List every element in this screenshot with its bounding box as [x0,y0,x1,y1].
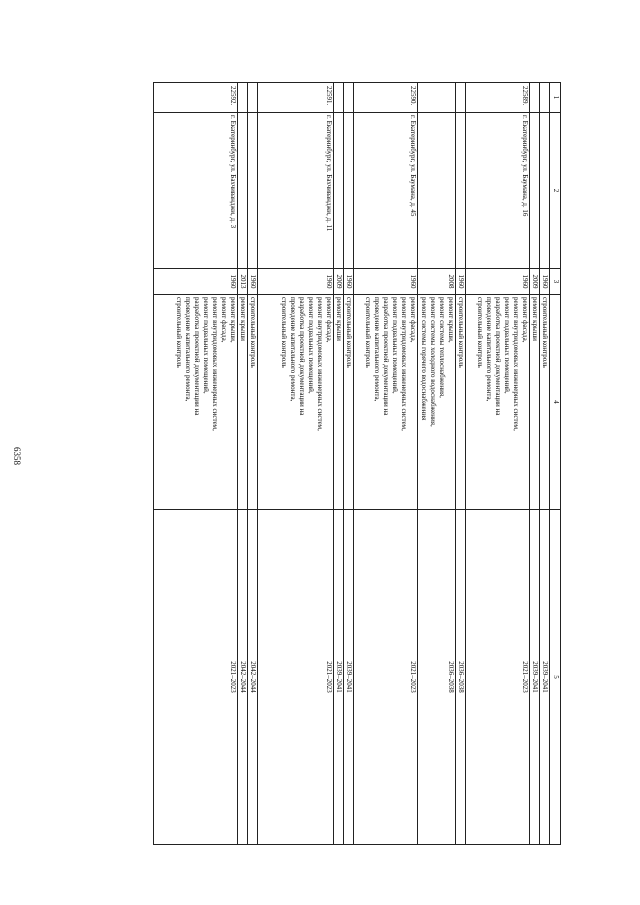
table-row [530,83,540,845]
work-type-line: проведение капитального ремонта, [485,297,493,402]
table-row [466,83,530,845]
address-cell: г. Екатеринбург, ул. Баумана, д. 16 [466,113,530,269]
row-number-cell [456,83,466,113]
work-type-line: ремонт системы холодного водоснабжения, [429,297,437,427]
row-number-cell [530,83,540,113]
work-type-line: строительный контроль [175,297,183,368]
table-row [540,83,550,845]
work-type-line: ремонт крыши [239,297,247,341]
header-row [550,83,561,845]
work-types-cell [258,295,334,510]
table-row [154,83,238,845]
work-types-cell [466,295,530,510]
header-col-2: 2 [550,113,561,269]
work-type-line: строительный контроль [345,297,353,368]
year-cell: 2008 [418,269,456,295]
work-type-line: строительный контроль [476,297,484,368]
address-cell [334,113,344,269]
work-type-line: ремонт подвальных помещений, [307,297,315,394]
period-cell: 2039–2041 [344,510,354,845]
period-cell: 2039–2041 [540,510,550,845]
work-type-line: разработка проектной документации на [193,297,201,416]
work-type-line: ремонт внутридомовых инженерных систем, [400,297,408,431]
work-type-line: ремонт фасада, [409,297,417,343]
year-cell: 1960 [258,269,334,295]
work-type-line: ремонт системы теплоснабжения, [438,297,446,398]
header-col-3: 3 [550,269,561,295]
work-type-line: строительный контроль [364,297,372,368]
year-cell: 2013 [238,269,248,295]
work-types-cell [354,295,418,510]
address-cell [248,113,258,269]
work-types-cell [456,295,466,510]
header-col-4: 4 [550,295,561,510]
work-type-line: ремонт подвальных помещений, [503,297,511,394]
work-types-cell [540,295,550,510]
year-cell: 1960 [344,269,354,295]
table-row [258,83,334,845]
year-cell: 1960 [466,269,530,295]
work-type-line: проведение капитального ремонта, [373,297,381,402]
work-type-line: ремонт крыши, [447,297,455,343]
table-row [418,83,456,845]
work-type-line: ремонт внутридомовых инженерных систем, [211,297,219,431]
year-cell: 1960 [540,269,550,295]
work-type-line: ремонт фасада, [220,297,228,343]
repair-schedule-table [153,82,561,845]
period-cell: 2021–2023 [354,510,418,845]
work-type-line: ремонт внутридомовых инженерных систем, [316,297,324,431]
work-type-line: разработка проектной документации на [382,297,390,416]
period-cell: 2036–2038 [418,510,456,845]
period-cell: 2036–2038 [456,510,466,845]
period-cell: 2039–2041 [334,510,344,845]
address-cell [456,113,466,269]
table-row [238,83,248,845]
row-number-cell [344,83,354,113]
period-cell: 2042–2044 [248,510,258,845]
row-number-cell [238,83,248,113]
address-cell [540,113,550,269]
work-type-line: ремонт фасада, [325,297,333,343]
address-cell: г. Екатеринбург, ул. Баумана, д. 45 [354,113,418,269]
table-row [344,83,354,845]
work-type-line: ремонт подвальных помещений, [391,297,399,394]
table-body [154,83,550,845]
work-types-cell [334,295,344,510]
period-cell: 2039–2041 [530,510,540,845]
work-types-cell [238,295,248,510]
row-number-cell [248,83,258,113]
row-number-cell [334,83,344,113]
work-type-line: ремонт крыши, [229,297,237,343]
work-type-line: строительный контроль [249,297,257,368]
year-cell: 2009 [530,269,540,295]
header-col-1: 1 [550,83,561,113]
year-cell: 1960 [248,269,258,295]
year-cell: 1960 [354,269,418,295]
work-types-cell [418,295,456,510]
work-type-line: разработка проектной документации на [298,297,306,416]
work-type-line: строительный контроль [541,297,549,368]
address-cell [238,113,248,269]
period-cell: 2021–2023 [154,510,238,845]
address-cell [418,113,456,269]
work-type-line: ремонт подвальных помещений, [202,297,210,394]
work-type-line: ремонт внутридомовых инженерных систем, [512,297,520,431]
row-number-cell: 22590. [354,83,418,113]
year-cell: 1960 [154,269,238,295]
table-row [354,83,418,845]
address-cell: г. Екатеринбург, ул. Бахчиванджи, д. 3 [154,113,238,269]
work-types-cell [154,295,238,510]
work-type-line: разработка проектной документации на [494,297,502,416]
work-type-line: ремонт крыши [531,297,539,341]
row-number-cell [418,83,456,113]
work-type-line: ремонт крыши [335,297,343,341]
row-number-cell [540,83,550,113]
period-cell: 2021–2023 [466,510,530,845]
work-type-line: ремонт системы горячего водоснабжения [420,297,428,421]
row-number-cell: 22592. [154,83,238,113]
work-type-line: строительный контроль [280,297,288,368]
work-type-line: ремонт фасада, [521,297,529,343]
work-type-line: проведение капитального ремонта, [289,297,297,402]
year-cell: 2009 [334,269,344,295]
repair-schedule-table-rotated [109,82,561,844]
period-cell: 2042–2044 [238,510,248,845]
work-types-cell [248,295,258,510]
row-number-cell: 22591. [258,83,334,113]
address-cell [530,113,540,269]
address-cell [344,113,354,269]
page-number: 6358 [12,447,22,465]
work-type-line: строительный контроль [457,297,465,368]
period-cell: 2021–2023 [258,510,334,845]
row-number-cell: 22589. [466,83,530,113]
table-row [456,83,466,845]
address-cell: г. Екатеринбург, ул. Бахчиванджи, д. 11 [258,113,334,269]
work-type-line: проведение капитального ремонта, [184,297,192,402]
table-row [334,83,344,845]
table-row [248,83,258,845]
work-types-cell [530,295,540,510]
work-types-cell [344,295,354,510]
year-cell: 1960 [456,269,466,295]
header-col-5: 5 [550,510,561,845]
